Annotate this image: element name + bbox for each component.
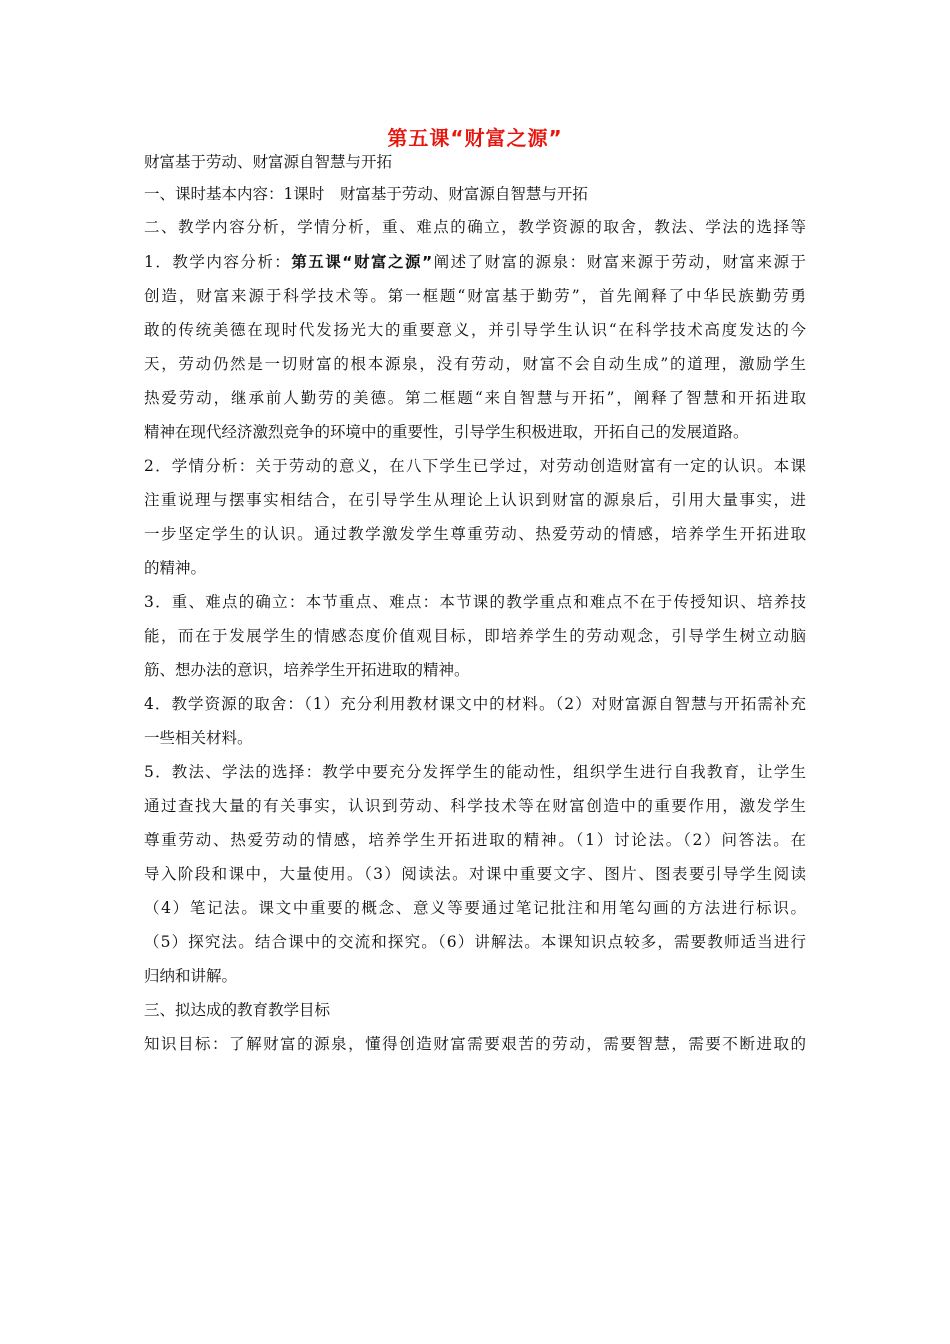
paragraph-line: 精神在现代经济激烈竞争的环境中的重要性，引导学生积极进取，开拓自己的发展道路。 xyxy=(144,422,749,441)
page-title: 第五课“财富之源” xyxy=(387,126,563,150)
p1-suffix: 阐述了财富的源泉：财富来源于劳动，财富来源于 xyxy=(432,252,806,271)
paragraph-line: 归纳和讲解。 xyxy=(144,966,238,985)
paragraph-line: 5．教法、学法的选择：教学中要充分发挥学生的能动性，组织学生进行自我教育，让学生 xyxy=(144,762,806,781)
paragraph-line: 通过查找大量的有关事实，认识到劳动、科学技术等在财富创造中的重要作用，激发学生 xyxy=(144,796,806,815)
knowledge-goal-line: 知识目标：了解财富的源泉，懂得创造财富需要艰苦的劳动，需要智慧，需要不断进取的 xyxy=(144,1034,806,1053)
paragraph-line: 能，而在于发展学生的情感态度价值观目标，即培养学生的劳动观念，引导学生树立动脑 xyxy=(144,626,806,645)
p1-bold-lesson-title: 第五课“财富之源” xyxy=(291,252,433,271)
paragraph-line: （5）探究法。结合课中的交流和探究。（6）讲解法。本课知识点较多，需要教师适当进行 xyxy=(144,932,806,951)
paragraph-line: 3．重、难点的确立：本节重点、难点：本节课的教学重点和难点不在于传授知识、培养技 xyxy=(144,592,806,611)
subtitle: 财富基于劳动、财富源自智慧与开拓 xyxy=(144,153,393,171)
section-1-heading: 一、课时基本内容：1课时 财富基于劳动、财富源自智慧与开拓 xyxy=(144,185,588,204)
paragraph-line: 4．教学资源的取舍：（1）充分利用教材课文中的材料。（2）对财富源自智慧与开拓需补充 xyxy=(144,694,806,713)
section-2-heading: 二、教学内容分析，学情分析，重、难点的确立，教学资源的取舍，教法、学法的选择等 xyxy=(144,217,806,236)
paragraph-line: 注重说理与摆事实相结合，在引导学生从理论上认识到财富的源泉后，引用大量事实，进 xyxy=(144,490,806,509)
p1-prefix: 1．教学内容分析： xyxy=(144,252,292,271)
paragraph-line: 2．学情分析：关于劳动的意义，在八下学生已学过，对劳动创造财富有一定的认识。本课 xyxy=(144,456,806,475)
document-body xyxy=(144,148,806,1061)
paragraph-line: 导入阶段和课中，大量使用。（3）阅读法。对课中重要文字、图片、图表要引导学生阅读 xyxy=(144,864,806,883)
paragraph-1-first-line xyxy=(144,245,806,279)
paragraph-line: 的精神。 xyxy=(144,558,207,577)
paragraph-line: 创造，财富来源于科学技术等。第一框题“财富基于勤劳”，首先阐释了中华民族勤劳勇 xyxy=(144,286,806,305)
section-3-heading: 三、拟达成的教育教学目标 xyxy=(144,1000,331,1019)
paragraph-line: 一步坚定学生的认识。通过教学激发学生尊重劳动、热爱劳动的情感，培养学生开拓进取 xyxy=(144,524,806,543)
paragraph-line: 敢的传统美德在现时代发扬光大的重要意义，并引导学生认识“在科学技术高度发达的今 xyxy=(144,320,806,339)
paragraph-line: 天，劳动仍然是一切财富的根本源泉，没有劳动，财富不会自动生成”的道理，激励学生 xyxy=(144,354,806,373)
paragraph-line: 热爱劳动，继承前人勤劳的美德。第二框题“来自智慧与开拓”，阐释了智慧和开拓进取 xyxy=(144,388,806,407)
paragraph-line: 一些相关材料。 xyxy=(144,728,253,747)
paragraph-line: 筋、想办法的意识，培养学生开拓进取的精神。 xyxy=(144,660,470,679)
paragraph-line: 尊重劳动、热爱劳动的情感，培养学生开拓进取的精神。（1）讨论法。（2）问答法。在 xyxy=(144,830,806,849)
paragraph-line: （4）笔记法。课文中重要的概念、意义等要通过笔记批注和用笔勾画的方法进行标识。 xyxy=(144,898,806,917)
